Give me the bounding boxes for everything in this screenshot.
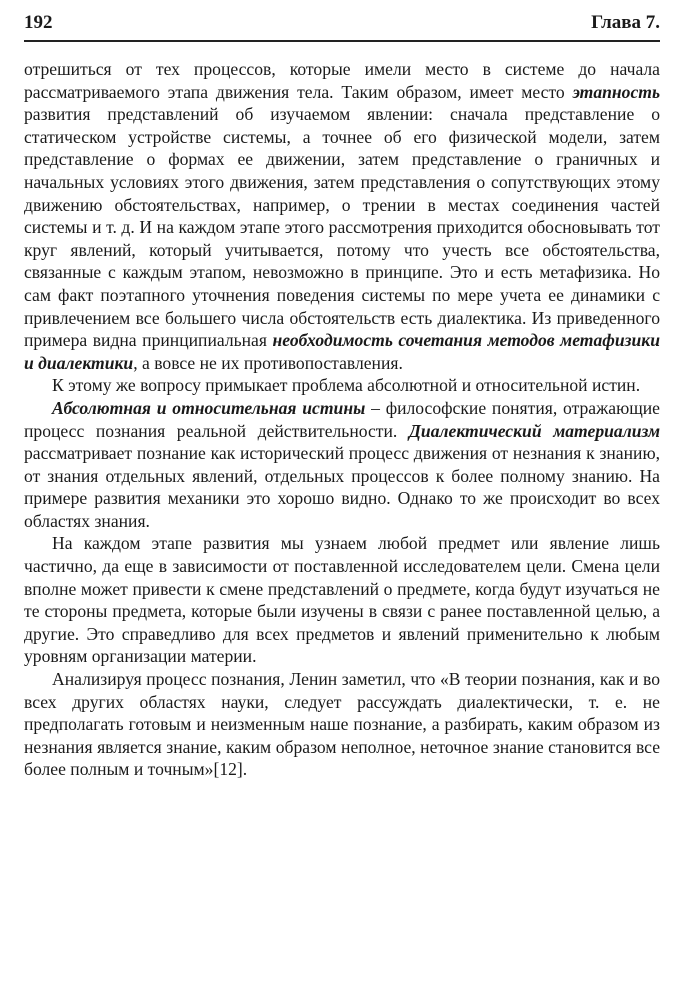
page-header: [24, 12, 660, 34]
text-segment: – философские понятия, отражающие процесс познания реальной действительности.: [24, 397, 660, 441]
page-body: [24, 58, 660, 781]
text-segment: , а вовсе не их противопоставления.: [133, 352, 403, 373]
emphasized-term: Диалектический материализм: [408, 420, 660, 441]
paragraph: [24, 668, 660, 781]
emphasized-term: этапность: [572, 81, 660, 102]
header-rule: [24, 40, 660, 42]
text-segment: Анализируя процесс познания, Ленин заметил, что «В теории познания, как и во всех других областях науки, следует рассуждать диалектически, т. е. не предполагать готовым и неизменным наше познание, а разбирать, каким образом из незнания является знание, каким образом неполное, неточное знание становится все более полным и точным»[12].: [24, 669, 660, 780]
paragraph: [24, 58, 660, 374]
paragraph: [24, 374, 660, 397]
emphasized-term: Абсолютная и относительная истины: [52, 397, 366, 418]
text-segment: На каждом этапе развития мы узнаем любой предмет или явление лишь частично, да еще в зависимости от поставленной исследователем цели. Смена цели вполне может привести к смене представлений о предмете, когда будут изучаться не те стороны предмета, которые были изучены в связи с ранее поставленной целью, а другие. Это справедливо для всех предметов и явлений применительно к любым уровням организации материи.: [24, 533, 660, 667]
text-segment: рассматривает познание как исторический процесс движения от незнания к знанию, от знания отдельных явлений, отдельных процессов к более полному знанию. На примере развития механики это хорошо видно. Однако то же происходит во всех областях знания.: [24, 443, 660, 531]
chapter-title: Глава 7.: [591, 12, 660, 33]
paragraph: [24, 397, 660, 533]
text-segment: К этому же вопросу примыкает проблема абсолютной и относительной истин.: [52, 375, 641, 396]
emphasized-term: необходимость сочетания методов метафизики и диалектики: [24, 330, 660, 373]
page-number: 192: [24, 12, 53, 33]
paragraph: [24, 532, 660, 668]
text-segment: отрешиться от тех процессов, которые имели место в системе до начала рассматриваемого этапа движения тела. Таким образом, имеет место: [24, 59, 660, 102]
text-segment: развития представлений об изучаемом явлении: сначала представление о статическом устройстве системы, а точнее об его физической модели, затем представление о формах ее движении, затем представление о граничных и начальных условиях этого движения, затем представления о сопутствующих этому движению обстоятельствах, например, о трении в местах соединения частей системы и т. д. И на каждом этапе этого рассмотрения приходится обосновывать тот круг явлений, который учитывается, потому что учесть все обстоятельства, связанные с каждым этапом, невозможно в принципе. Это и есть метафизика. Но сам факт поэтапного уточнения поведения системы по мере учета ее динамики с привлечением все большего числа обстоятельств есть диалектика. Из приведенного примера видна принципиальная: [24, 104, 660, 351]
